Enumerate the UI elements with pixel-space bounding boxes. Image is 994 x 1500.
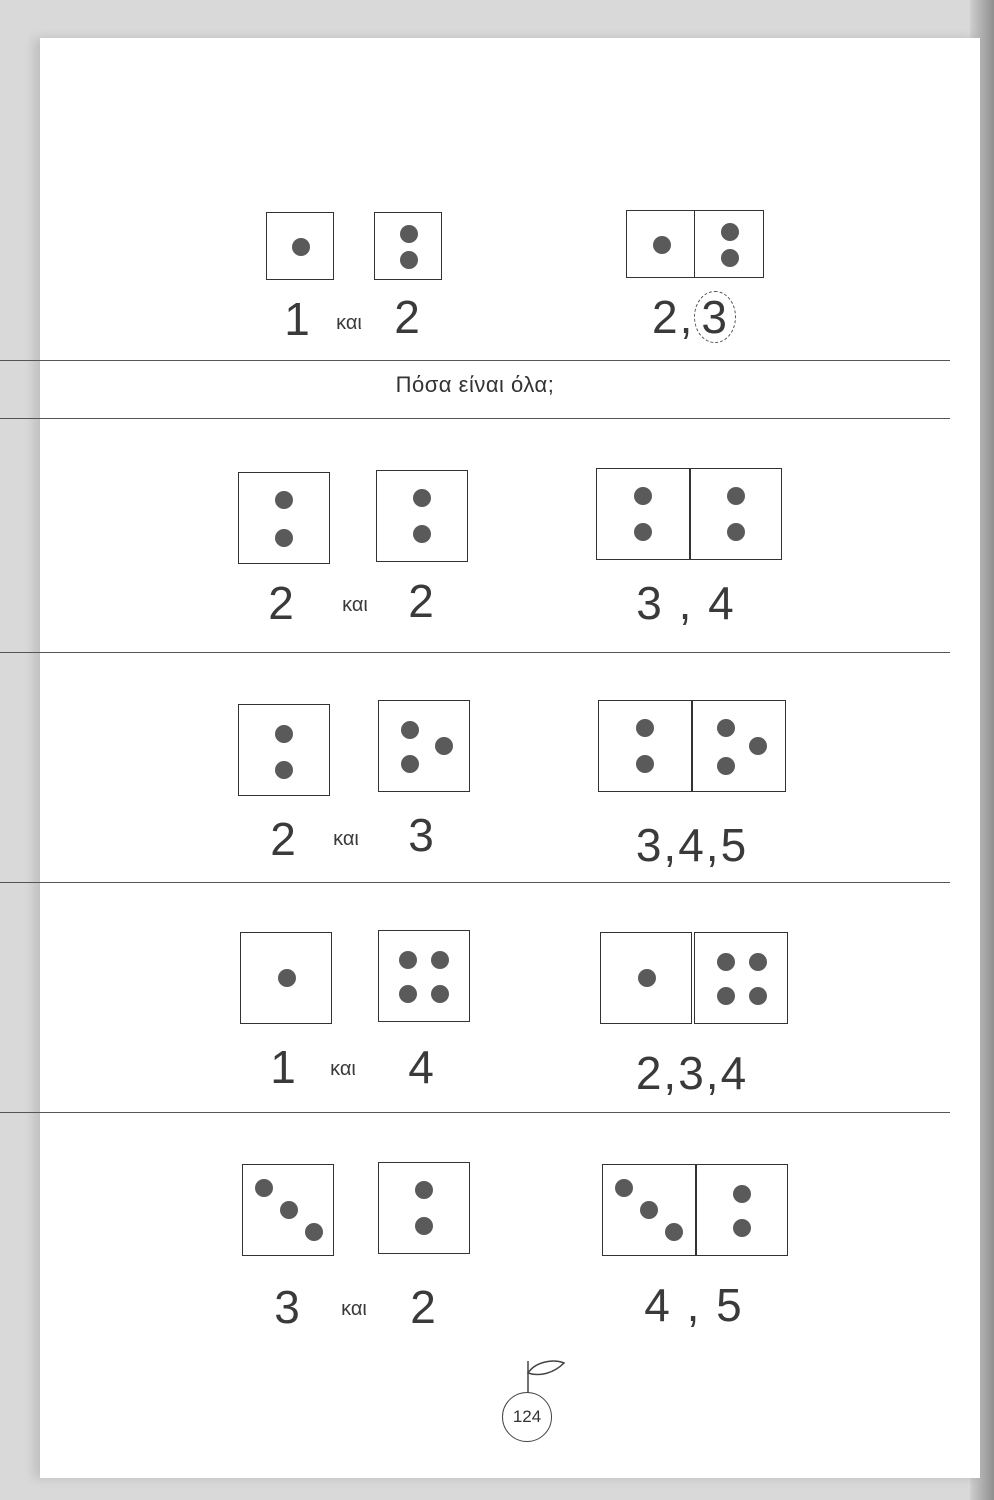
dot — [727, 487, 745, 505]
dot — [721, 223, 739, 241]
die-three — [378, 700, 470, 792]
dot — [733, 1185, 751, 1203]
dot — [399, 985, 417, 1003]
dot — [717, 757, 735, 775]
addend-a: 1 — [270, 1041, 296, 1093]
dot — [653, 236, 671, 254]
addend-a: 3 — [274, 1281, 300, 1333]
dot — [401, 721, 419, 739]
dot — [415, 1217, 433, 1235]
combined-die-right — [692, 700, 786, 792]
combined-die-left — [626, 210, 696, 278]
dot — [634, 523, 652, 541]
dot — [665, 1223, 683, 1241]
dot — [305, 1223, 323, 1241]
dot — [717, 987, 735, 1005]
separator-line — [0, 882, 950, 883]
and-word: και — [342, 594, 368, 616]
die-three — [242, 1164, 334, 1256]
die-two — [374, 212, 442, 280]
die-two — [238, 472, 330, 564]
dot — [431, 951, 449, 969]
dot — [400, 225, 418, 243]
dot — [636, 719, 654, 737]
dot — [749, 987, 767, 1005]
dot — [431, 985, 449, 1003]
die-two — [238, 704, 330, 796]
dot — [615, 1179, 633, 1197]
dot — [278, 969, 296, 987]
dot — [413, 489, 431, 507]
worksheet-page — [40, 38, 980, 1478]
dot — [721, 249, 739, 267]
and-word: και — [341, 1298, 367, 1320]
combined-die-right — [696, 1164, 788, 1256]
dot — [727, 523, 745, 541]
count-sequence: 2,3,4 — [635, 1047, 749, 1099]
die-two — [376, 470, 468, 562]
dot — [717, 953, 735, 971]
addend-b: 2 — [408, 575, 434, 627]
combined-die-right — [690, 468, 782, 560]
die-four — [378, 930, 470, 1022]
combined-die-right — [694, 932, 788, 1024]
addend-b: 2 — [410, 1281, 436, 1333]
addend-b: 3 — [408, 809, 434, 861]
separator-line — [0, 1112, 950, 1113]
dot — [733, 1219, 751, 1237]
dot — [749, 953, 767, 971]
dot — [275, 725, 293, 743]
dot — [640, 1201, 658, 1219]
leaf-icon — [520, 1355, 570, 1395]
combined-die-left — [598, 700, 692, 792]
dot — [400, 251, 418, 269]
count-sequence: 4 , 5 — [644, 1279, 744, 1331]
dot — [435, 737, 453, 755]
dot — [275, 529, 293, 547]
dot — [292, 238, 310, 256]
separator-line — [0, 418, 950, 419]
separator-line — [0, 652, 950, 653]
addend-a: 1 — [284, 293, 310, 345]
count-sequence — [574, 290, 814, 344]
die-two — [378, 1162, 470, 1254]
dot — [280, 1201, 298, 1219]
count-prefix: 2, — [652, 291, 695, 343]
dot — [638, 969, 656, 987]
combined-die-left — [596, 468, 690, 560]
dot — [275, 491, 293, 509]
and-word: και — [333, 828, 359, 850]
count-sequence: 3,4,5 — [635, 819, 749, 871]
dot — [401, 755, 419, 773]
dot — [413, 525, 431, 543]
dot — [634, 487, 652, 505]
combined-die-left — [602, 1164, 696, 1256]
question-heading: Πόσα είναι όλα; — [395, 372, 555, 397]
and-word: και — [336, 312, 362, 334]
dot — [275, 761, 293, 779]
and-word: και — [330, 1058, 356, 1080]
combined-die-right — [694, 210, 764, 278]
combined-die-left — [600, 932, 692, 1024]
dot — [636, 755, 654, 773]
dot — [399, 951, 417, 969]
addend-b: 4 — [408, 1041, 434, 1093]
separator-line — [0, 360, 950, 361]
addend-a: 2 — [270, 813, 296, 865]
circled-answer: 3 — [694, 291, 736, 343]
dot — [717, 719, 735, 737]
dot — [749, 737, 767, 755]
dot — [415, 1181, 433, 1199]
dot — [255, 1179, 273, 1197]
addend-b: 2 — [394, 291, 420, 343]
count-sequence: 3 , 4 — [636, 577, 736, 629]
page-number: 124 — [502, 1392, 552, 1442]
addend-a: 2 — [268, 577, 294, 629]
die-one — [266, 212, 334, 280]
die-one — [240, 932, 332, 1024]
